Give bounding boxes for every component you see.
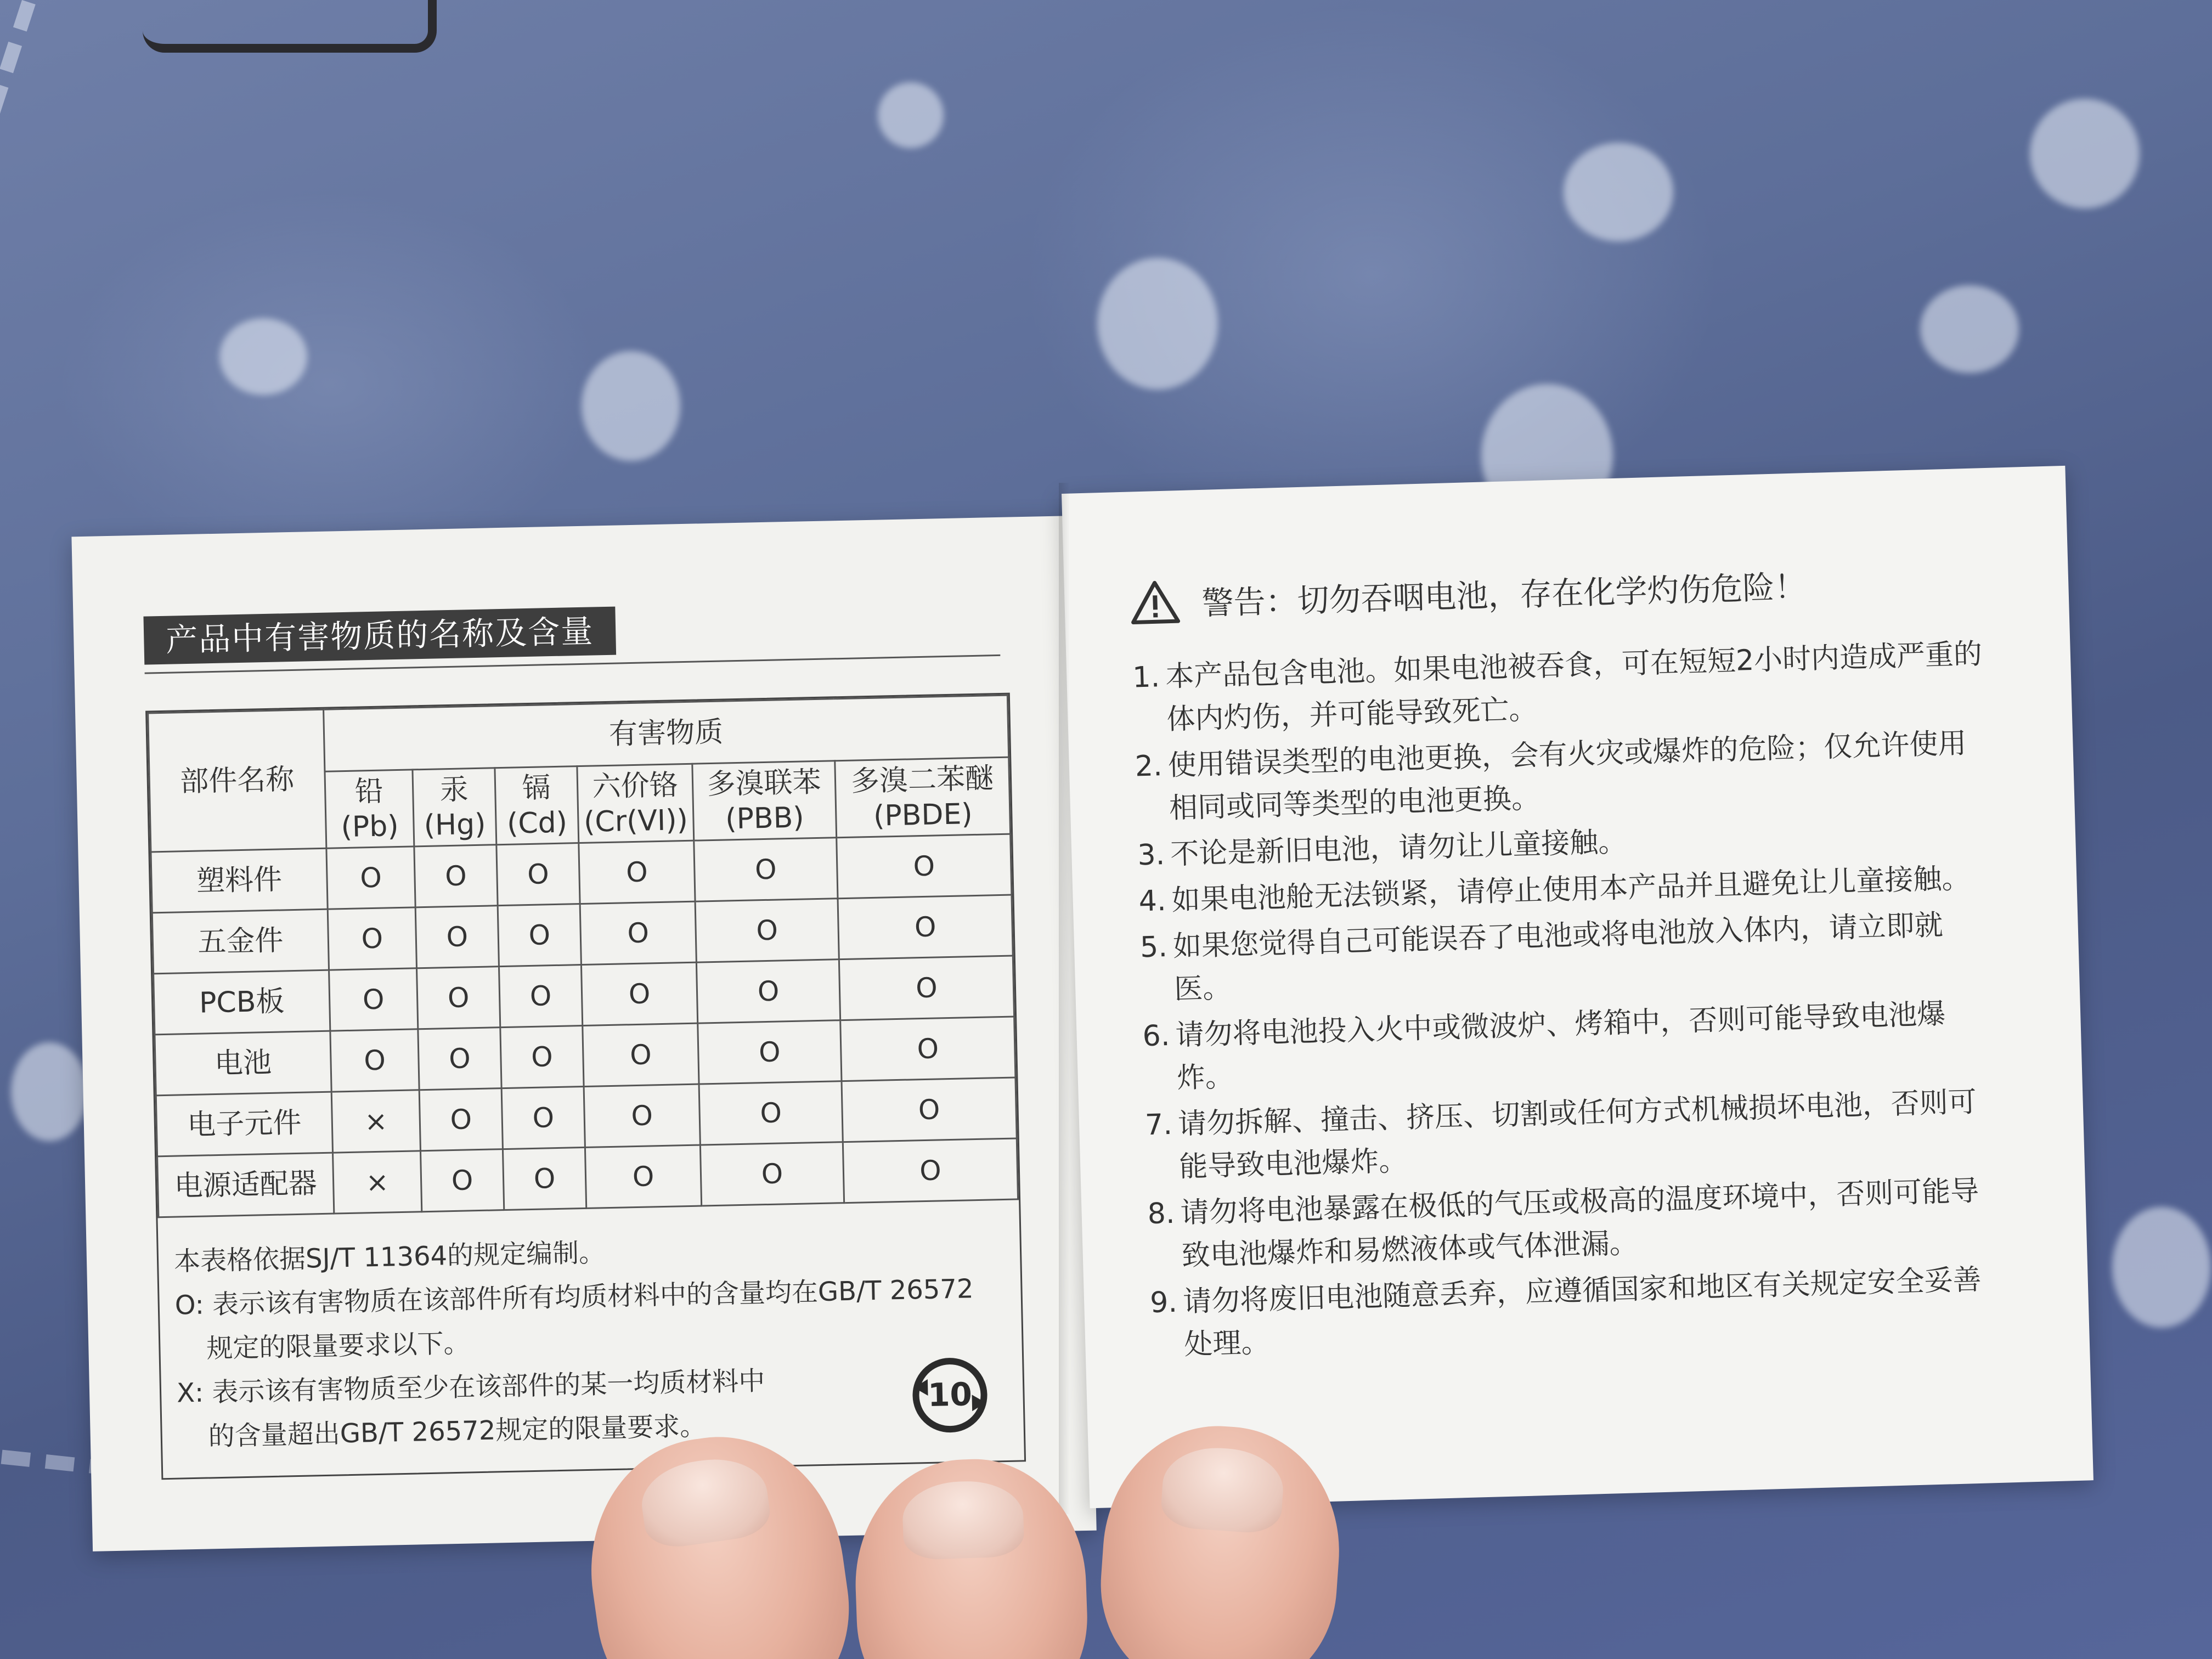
substance-value-cell: O [420,1149,504,1212]
fingernail [1160,1444,1286,1534]
substance-value-cell: O [696,960,840,1023]
substance-name: 镉 [522,771,551,805]
substance-header [692,761,837,840]
cloth-spot [2030,99,2140,208]
cloth-spot [582,351,680,461]
substance-header [495,766,579,845]
substance-value-cell: O [498,904,581,967]
hazard-table-frame [145,693,1026,1480]
warning-item-text: 不论是新旧电池，请勿让儿童接触。 [1170,825,1627,871]
part-name-header: 部件名称 [148,709,326,852]
note-basis: 本表格依据SJ/T 11364的规定编制。 [173,1237,606,1277]
note-o-line1: O: 表示该有害物质在该部件所有均质材料中的含量均在GB/T 26572 [174,1273,974,1321]
substance-value-cell: O [837,834,1012,899]
warning-item-number: 1. [1132,661,1160,695]
substance-value-cell: O [843,1138,1018,1203]
warning-item-text: 本产品包含电池。如果电池被吞食，可在短短2小时内造成严重的体内灼伤，并可能导致死亡。 [1165,637,1983,736]
warning-heading-text: 警告：切勿吞咽电池，存在化学灼伤危险！ [1201,568,1807,622]
substance-value-cell: O [840,1017,1015,1081]
substance-value-cell: O [417,967,500,1029]
table-body [151,834,1018,1217]
substance-symbol: (Pb) [340,809,399,844]
cloth-spot [1564,143,1673,241]
warning-triangle-icon [1130,579,1180,624]
substance-value-cell: × [331,1090,420,1153]
right-page [1062,466,2094,1508]
substance-value-cell: O [581,962,697,1025]
substance-value-cell: O [842,1077,1017,1142]
left-page [71,516,1096,1551]
substance-name: 铅 [354,775,384,809]
substance-header [577,764,694,843]
substance-value-cell: O [585,1145,701,1208]
substance-value-cell: O [419,1088,503,1151]
substance-symbol: (Cd) [506,806,568,840]
substance-header [835,757,1011,838]
substance-value-cell: O [328,907,416,970]
warning-item-text: 如果电池舱无法锁紧，请停止使用本产品并且避免让儿童接触。 [1171,862,1971,917]
fingernail [901,1480,1025,1561]
substance-value-cell: O [580,901,696,964]
substance-value-cell: O [698,1020,842,1084]
section-title: 产品中有害物质的名称及含量 [143,607,616,665]
substance-value-cell: O [500,1026,584,1088]
substance-name: 六价铬 [592,768,679,804]
substance-value-cell: O [699,1081,843,1145]
substance-value-cell: O [695,899,839,962]
substance-value-cell: O [496,843,580,906]
part-name-cell: 电源适配器 [157,1153,334,1217]
substance-symbol: (Cr(VI)) [583,803,689,839]
part-name-cell: 电池 [155,1031,331,1096]
hazard-substance-header: 有害物质 [324,695,1009,771]
warning-item-text: 如果您觉得自己可能误吞了电池或将电池放入体内，请立即就医。 [1172,909,1944,1006]
cloth-spot [1097,258,1218,390]
booklet [71,494,2024,1536]
substance-value-cell: O [579,840,695,904]
warning-item-text: 请勿将废旧电池随意丢弃，应遵循国家和地区有关规定安全妥善处理。 [1182,1263,1982,1362]
warning-list [1132,633,2007,1370]
booklet-fold [1059,483,1070,1514]
substance-value-cell: O [503,1147,586,1210]
substance-symbol: (PBDE) [873,797,973,833]
rohs-10-year-logo-icon [902,1347,998,1443]
substance-value-cell: O [838,895,1013,960]
cloth-spot [878,82,944,148]
warning-item-number: 7. [1144,1108,1173,1142]
substance-name: 多溴二苯醚 [850,761,994,798]
substance-value-cell: O [694,838,838,901]
substance-name: 多溴联苯 [706,765,822,801]
substance-header [325,770,414,848]
cloth-spot [2112,1207,2211,1328]
warning-item-number: 4. [1138,884,1167,918]
substance-value-cell: O [415,906,499,968]
warning-item-number: 3. [1137,838,1165,872]
note-x-line1: X: 表示该有害物质至少在该部件的某一均质材料中 [176,1365,765,1409]
black-cable [143,0,437,53]
substance-value-cell: O [501,1086,585,1149]
substance-value-cell: O [839,956,1014,1020]
warning-item-text: 请勿将电池暴露在极低的气压或极高的温度环境中，否则可能导致电池爆炸和易燃液体或气体泄漏。 [1180,1174,1979,1273]
substance-value-cell: O [499,965,582,1028]
cloth-spot [1920,285,2019,373]
substance-value-cell: × [333,1151,422,1214]
warning-item-text: 请勿将电池投入火中或微波炉、烤箱中，否则可能导致电池爆炸。 [1175,997,1946,1095]
rohs-logo-number: 10 [927,1375,973,1414]
cloth-spot [219,318,307,395]
substance-value-cell: O [326,847,415,909]
substance-value-cell: O [414,845,498,907]
substance-symbol: (Hg) [424,808,487,842]
substance-value-cell: O [584,1084,700,1147]
warning-item-number: 5. [1139,930,1168,964]
part-name-cell: 塑料件 [151,848,328,913]
cloth-seam [0,0,36,448]
fingernail [637,1452,774,1551]
warning-item-text: 请勿拆解、撞击、挤压、切割或任何方式机械损坏电池，否则可能导致电池爆炸。 [1177,1085,1977,1184]
hazard-substance-table [147,695,1019,1218]
substance-value-cell: O [330,1029,419,1092]
part-name-cell: 五金件 [152,909,329,974]
warning-item-number: 2. [1135,749,1163,783]
substance-symbol: (PBB) [725,800,805,836]
warning-heading [1130,561,1807,625]
substance-name: 汞 [439,772,469,806]
warning-item-number: 9. [1149,1285,1178,1320]
substance-value-cell: O [418,1028,501,1090]
substance-value-cell: O [700,1142,844,1206]
substance-value-cell: O [583,1023,699,1086]
substance-header [413,768,496,847]
note-x-line2: 的含量超出GB/T 26572规定的限量要求。 [208,1410,707,1452]
warning-item-number: 8. [1147,1197,1176,1231]
part-name-cell: PCB板 [154,970,330,1035]
part-name-cell: 电子元件 [156,1092,332,1156]
warning-item-text: 使用错误类型的电池更换，会有火灾或爆炸的危险；仅允许使用相同或同等类型的电池更换。 [1167,727,1967,825]
note-o-line2: 规定的限量要求以下。 [206,1328,470,1364]
substance-value-cell: O [329,968,418,1031]
table-notes [157,1200,1024,1478]
warning-item-number: 6. [1142,1019,1171,1053]
